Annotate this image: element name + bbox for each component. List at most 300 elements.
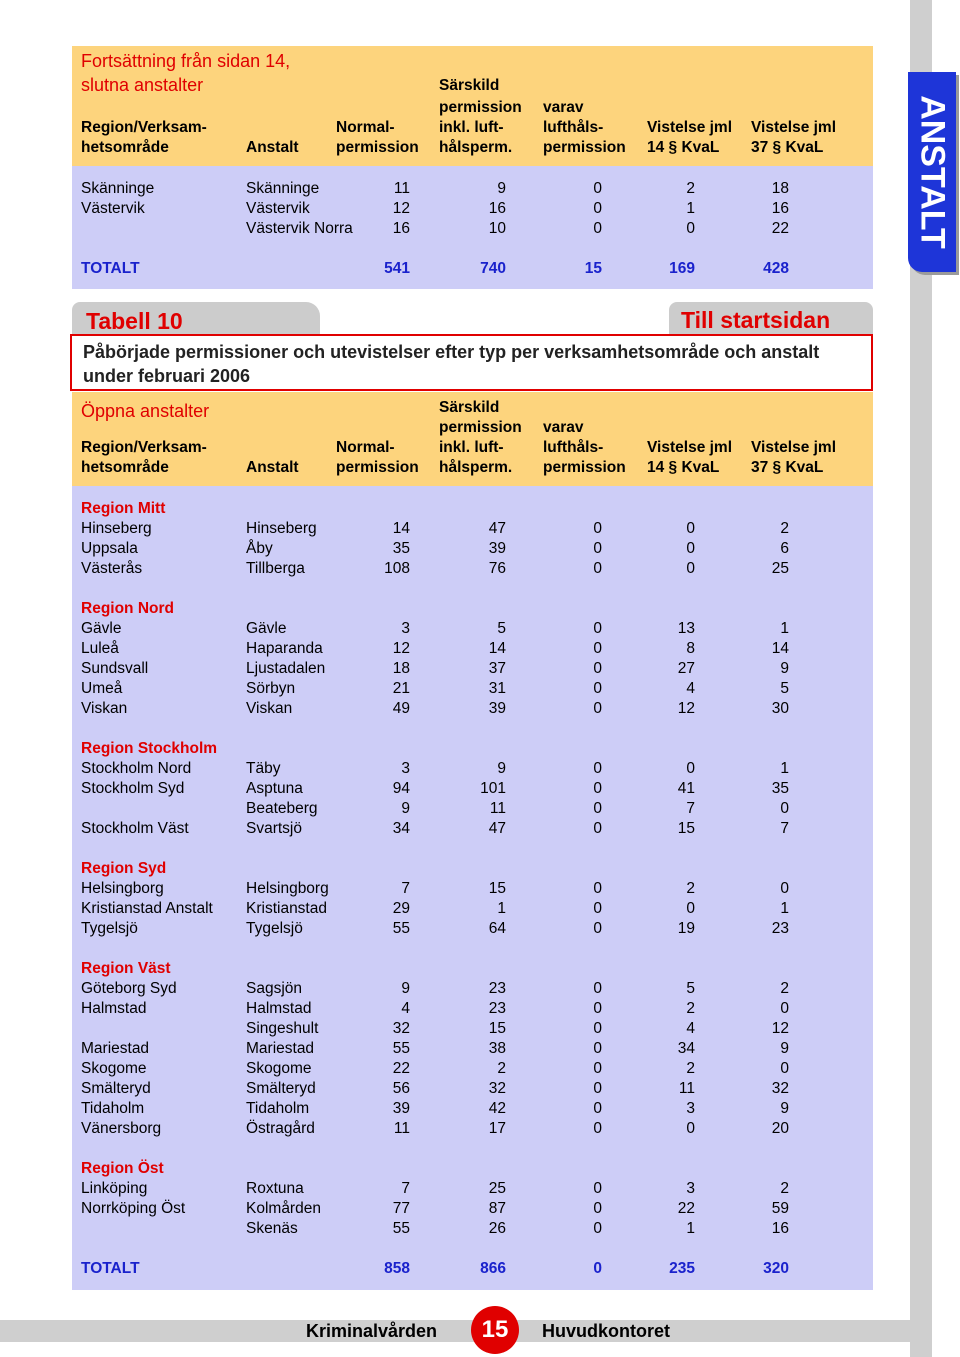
cell-varav: 0 xyxy=(593,980,602,997)
cell-sarskild: 39 xyxy=(488,700,506,717)
table-caption-box xyxy=(70,334,873,391)
header-v37: Vistelse jml xyxy=(751,119,837,136)
footer-left: Kriminalvården xyxy=(306,1321,438,1341)
cell-anstalt: Täby xyxy=(246,760,281,777)
cell-region: Sundsvall xyxy=(81,660,149,677)
region-heading xyxy=(72,1159,873,1179)
cell-region: Stockholm Syd xyxy=(81,780,185,797)
table-row xyxy=(72,1179,873,1199)
cell-anstalt: Roxtuna xyxy=(246,1180,304,1197)
table-row xyxy=(72,659,873,679)
cell-v37: 1 xyxy=(780,760,789,777)
total-sarskild: 740 xyxy=(480,260,506,277)
cell-varav: 0 xyxy=(593,560,602,577)
cell-varav: 0 xyxy=(593,800,602,817)
cell-varav: 0 xyxy=(593,1020,602,1037)
tabell-label: Tabell 10 xyxy=(86,308,183,334)
region-heading xyxy=(72,599,873,619)
cell-normal: 12 xyxy=(392,640,410,657)
header-varav: lufthåls- xyxy=(543,439,604,456)
header-normal: permission xyxy=(336,139,419,156)
cell-anstalt: Tygelsjö xyxy=(246,920,303,937)
cell-v37: 30 xyxy=(771,700,789,717)
total-row xyxy=(72,259,873,279)
open-table-header xyxy=(72,392,873,486)
cell-anstalt: Västervik Norra xyxy=(246,220,353,237)
cell-v14: 22 xyxy=(677,1200,695,1217)
cell-region: Umeå xyxy=(81,680,123,697)
cell-region: Mariestad xyxy=(81,1040,150,1057)
cell-varav: 0 xyxy=(593,660,602,677)
header-varav: permission xyxy=(543,459,626,476)
cell-v37: 9 xyxy=(780,660,789,677)
table-row xyxy=(72,559,873,579)
header-sarskild: hålsperm. xyxy=(439,459,513,476)
cell-varav: 0 xyxy=(593,900,602,917)
cell-normal: 14 xyxy=(392,520,410,537)
table-row xyxy=(72,1039,873,1059)
cell-sarskild: 5 xyxy=(497,620,506,637)
cell-sarskild: 9 xyxy=(497,180,506,197)
header-v37: 37 § KvaL xyxy=(751,459,824,476)
cell-normal: 94 xyxy=(392,780,410,797)
cell-v14: 34 xyxy=(677,1040,695,1057)
cell-v37: 1 xyxy=(780,620,789,637)
cell-v37: 16 xyxy=(771,1220,789,1237)
cell-sarskild: 23 xyxy=(488,980,506,997)
cell-varav: 0 xyxy=(593,1060,602,1077)
till-startsidan-link[interactable] xyxy=(669,302,873,334)
cell-varav: 0 xyxy=(593,540,602,557)
cell-normal: 55 xyxy=(392,920,410,937)
cell-sarskild: 87 xyxy=(488,1200,506,1217)
cell-sarskild: 15 xyxy=(488,880,506,897)
cell-normal: 12 xyxy=(392,200,410,217)
cell-sarskild: 14 xyxy=(488,640,506,657)
region-heading-label: Region Öst xyxy=(81,1160,164,1177)
till-startsidan-label[interactable]: Till startsidan xyxy=(681,307,831,333)
cell-v14: 11 xyxy=(678,1080,695,1097)
total-varav: 0 xyxy=(593,1260,602,1277)
cell-anstalt: Skänninge xyxy=(246,180,320,197)
cell-anstalt: Ljustadalen xyxy=(246,660,326,677)
footer-right: Huvudkontoret xyxy=(542,1321,670,1341)
cell-varav: 0 xyxy=(593,520,602,537)
cell-region: Kristianstad Anstalt xyxy=(81,900,213,917)
cell-region: Göteborg Syd xyxy=(81,980,177,997)
cell-anstalt: Skogome xyxy=(246,1060,312,1077)
cell-sarskild: 47 xyxy=(488,820,506,837)
cell-anstalt: Sagsjön xyxy=(246,980,303,997)
cell-anstalt: Västervik xyxy=(246,200,310,217)
cell-v37: 7 xyxy=(780,820,789,837)
cell-normal: 55 xyxy=(392,1220,410,1237)
cell-v37: 2 xyxy=(780,980,789,997)
cell-varav: 0 xyxy=(593,920,602,937)
header-v14: Vistelse jml xyxy=(647,119,733,136)
cell-normal: 16 xyxy=(392,220,410,237)
cell-v14: 2 xyxy=(686,180,695,197)
cell-v14: 13 xyxy=(677,620,695,637)
cell-sarskild: 26 xyxy=(488,1220,506,1237)
cell-v14: 1 xyxy=(686,1220,695,1237)
total-v14: 235 xyxy=(669,1260,695,1277)
cell-normal: 7 xyxy=(401,880,410,897)
table-row xyxy=(72,879,873,899)
cell-anstalt: Gävle xyxy=(246,620,287,637)
cell-v37: 32 xyxy=(771,1080,789,1097)
cell-region: Norrköping Öst xyxy=(81,1200,186,1217)
cell-varav: 0 xyxy=(593,820,602,837)
table-row xyxy=(72,639,873,659)
cell-sarskild: 64 xyxy=(488,920,506,937)
cell-region: Stockholm Väst xyxy=(81,820,189,837)
cell-region: Vänersborg xyxy=(81,1120,162,1137)
cell-region: Västervik xyxy=(81,200,145,217)
total-varav: 15 xyxy=(584,260,602,277)
cell-v37: 0 xyxy=(780,1000,789,1017)
cell-v14: 4 xyxy=(686,680,695,697)
cell-normal: 7 xyxy=(401,1180,410,1197)
table-row xyxy=(72,519,873,539)
cell-varav: 0 xyxy=(593,220,602,237)
cell-v37: 22 xyxy=(771,220,789,237)
cell-sarskild: 47 xyxy=(488,520,506,537)
cell-anstalt: Östragård xyxy=(246,1120,315,1137)
cell-v14: 3 xyxy=(686,1100,695,1117)
cell-v37: 12 xyxy=(771,1020,789,1037)
header-sarskild: permission xyxy=(439,99,522,116)
header-v14: 14 § KvaL xyxy=(647,139,720,156)
total-normal: 858 xyxy=(384,1260,410,1277)
cell-sarskild: 17 xyxy=(488,1120,506,1137)
cell-normal: 35 xyxy=(392,540,410,557)
cell-region: Uppsala xyxy=(81,540,138,557)
cell-anstalt: Sörbyn xyxy=(246,680,296,697)
cell-sarskild: 11 xyxy=(489,800,506,817)
total-v37: 320 xyxy=(763,1260,789,1277)
cell-sarskild: 37 xyxy=(488,660,506,677)
cell-normal: 39 xyxy=(392,1100,410,1117)
cell-varav: 0 xyxy=(593,780,602,797)
cell-normal: 49 xyxy=(392,700,410,717)
cell-normal: 55 xyxy=(392,1040,410,1057)
page-number: 15 xyxy=(471,1306,519,1354)
table-row xyxy=(72,819,873,839)
cell-v14: 19 xyxy=(677,920,695,937)
cell-anstalt: Mariestad xyxy=(246,1040,315,1057)
cell-varav: 0 xyxy=(593,1040,602,1057)
table-row xyxy=(72,1019,873,1039)
header-sarskild: inkl. luft- xyxy=(439,439,504,456)
cell-anstalt: Tidaholm xyxy=(246,1100,310,1117)
cell-varav: 0 xyxy=(593,1100,602,1117)
cell-region: Halmstad xyxy=(81,1000,147,1017)
header-sarskild: Särskild xyxy=(439,77,500,94)
cell-sarskild: 16 xyxy=(488,200,506,217)
cell-varav: 0 xyxy=(593,620,602,637)
table-row xyxy=(72,979,873,999)
cell-sarskild: 25 xyxy=(488,1180,506,1197)
cell-v37: 6 xyxy=(780,540,789,557)
cell-varav: 0 xyxy=(593,1080,602,1097)
cell-sarskild: 9 xyxy=(497,760,506,777)
cell-v14: 1 xyxy=(686,200,695,217)
cell-sarskild: 10 xyxy=(488,220,506,237)
cell-v37: 0 xyxy=(780,880,789,897)
cell-v37: 59 xyxy=(771,1200,789,1217)
cell-v37: 18 xyxy=(771,180,789,197)
table-row xyxy=(72,759,873,779)
header-v14: 14 § KvaL xyxy=(647,459,720,476)
table-row xyxy=(72,219,873,239)
table-row xyxy=(72,1059,873,1079)
table-row xyxy=(72,179,873,199)
header-normal: Normal- xyxy=(336,439,395,456)
cell-region: Linköping xyxy=(81,1180,148,1197)
header-sarskild: hålsperm. xyxy=(439,139,513,156)
cell-anstalt: Halmstad xyxy=(246,1000,312,1017)
cell-v14: 2 xyxy=(686,1060,695,1077)
cell-v14: 27 xyxy=(677,660,695,677)
cell-normal: 11 xyxy=(393,180,410,197)
region-heading xyxy=(72,739,873,759)
header-region: hetsområde xyxy=(81,139,169,156)
cell-v14: 0 xyxy=(686,540,695,557)
cell-varav: 0 xyxy=(593,880,602,897)
continued-table-header xyxy=(72,46,873,166)
header-varav: lufthåls- xyxy=(543,119,604,136)
cell-sarskild: 38 xyxy=(488,1040,506,1057)
region-heading xyxy=(72,499,873,519)
cell-v14: 4 xyxy=(686,1020,695,1037)
cell-varav: 0 xyxy=(593,760,602,777)
cell-v37: 35 xyxy=(771,780,789,797)
cell-normal: 77 xyxy=(392,1200,410,1217)
cell-normal: 3 xyxy=(401,620,410,637)
cell-varav: 0 xyxy=(593,640,602,657)
cell-region: Luleå xyxy=(81,640,119,657)
header-normal: permission xyxy=(336,459,419,476)
cell-varav: 0 xyxy=(593,1000,602,1017)
cell-anstalt: Viskan xyxy=(246,700,293,717)
cell-region: Viskan xyxy=(81,700,128,717)
table-row xyxy=(72,1079,873,1099)
continued-title-line1: Fortsättning från sidan 14, xyxy=(81,51,291,71)
cell-v14: 0 xyxy=(686,760,695,777)
table-row xyxy=(72,999,873,1019)
continued-table-body xyxy=(72,166,873,289)
cell-v14: 2 xyxy=(686,1000,695,1017)
cell-v37: 16 xyxy=(771,200,789,217)
header-varav: permission xyxy=(543,139,626,156)
cell-sarskild: 39 xyxy=(488,540,506,557)
cell-v14: 5 xyxy=(686,980,695,997)
cell-v14: 0 xyxy=(686,560,695,577)
cell-v37: 1 xyxy=(780,900,789,917)
table-row xyxy=(72,699,873,719)
header-sarskild: inkl. luft- xyxy=(439,119,504,136)
cell-normal: 21 xyxy=(392,680,410,697)
cell-v14: 41 xyxy=(677,780,695,797)
table-row xyxy=(72,1099,873,1119)
cell-anstalt: Helsingborg xyxy=(246,880,329,897)
cell-v37: 0 xyxy=(780,1060,789,1077)
cell-region: Skänninge xyxy=(81,180,155,197)
header-region: Region/Verksam- xyxy=(81,119,207,136)
cell-varav: 0 xyxy=(593,1180,602,1197)
cell-region: Smälteryd xyxy=(81,1080,151,1097)
cell-sarskild: 23 xyxy=(488,1000,506,1017)
cell-anstalt: Kolmården xyxy=(246,1200,321,1217)
cell-anstalt: Singeshult xyxy=(246,1020,319,1037)
header-anstalt: Anstalt xyxy=(246,139,299,156)
header-normal: Normal- xyxy=(336,119,395,136)
cell-region: Tidaholm xyxy=(81,1100,145,1117)
cell-varav: 0 xyxy=(593,1200,602,1217)
cell-region: Hinseberg xyxy=(81,520,152,537)
table-row xyxy=(72,539,873,559)
cell-v37: 9 xyxy=(780,1100,789,1117)
cell-v37: 2 xyxy=(780,1180,789,1197)
tabell-tab xyxy=(72,302,320,336)
page-bottom-border xyxy=(0,1320,932,1342)
region-heading-label: Region Nord xyxy=(81,600,174,617)
cell-sarskild: 32 xyxy=(488,1080,506,1097)
cell-anstalt: Hinseberg xyxy=(246,520,317,537)
cell-sarskild: 1 xyxy=(497,900,506,917)
header-sarskild: permission xyxy=(439,419,522,436)
cell-normal: 3 xyxy=(401,760,410,777)
cell-normal: 9 xyxy=(401,980,410,997)
cell-normal: 108 xyxy=(384,560,410,577)
cell-v37: 25 xyxy=(771,560,789,577)
total-label: TOTALT xyxy=(81,260,140,277)
header-varav: varav xyxy=(543,99,584,116)
cell-region: Skogome xyxy=(81,1060,147,1077)
cell-region: Tygelsjö xyxy=(81,920,138,937)
cell-sarskild: 15 xyxy=(488,1020,506,1037)
cell-v37: 23 xyxy=(771,920,789,937)
cell-v37: 9 xyxy=(780,1040,789,1057)
cell-anstalt: Kristianstad xyxy=(246,900,327,917)
cell-v14: 0 xyxy=(686,520,695,537)
region-heading xyxy=(72,859,873,879)
cell-v14: 2 xyxy=(686,880,695,897)
total-v37: 428 xyxy=(763,260,789,277)
cell-anstalt: Åby xyxy=(246,540,273,557)
region-heading-label: Region Syd xyxy=(81,860,167,877)
continued-title-line2: slutna anstalter xyxy=(81,75,204,95)
cell-region: Helsingborg xyxy=(81,880,164,897)
cell-v37: 0 xyxy=(780,800,789,817)
header-region: Region/Verksam- xyxy=(81,439,207,456)
cell-anstalt: Skenäs xyxy=(246,1220,298,1237)
cell-varav: 0 xyxy=(593,1220,602,1237)
open-table-body xyxy=(72,486,873,1290)
cell-varav: 0 xyxy=(593,680,602,697)
cell-sarskild: 42 xyxy=(488,1100,506,1117)
cell-varav: 0 xyxy=(593,180,602,197)
table-row xyxy=(72,619,873,639)
cell-sarskild: 76 xyxy=(488,560,506,577)
header-anstalt: Anstalt xyxy=(246,459,299,476)
region-heading-label: Region Stockholm xyxy=(81,740,218,757)
header-v37: 37 § KvaL xyxy=(751,139,824,156)
total-v14: 169 xyxy=(669,260,695,277)
table-caption: Påbörjade permissioner och utevistelser efter typ per verksamhetsområde och anstalt under februari 2006 xyxy=(83,342,820,386)
cell-v37: 2 xyxy=(780,520,789,537)
cell-anstalt: Haparanda xyxy=(246,640,323,657)
total-normal: 541 xyxy=(384,260,410,277)
open-title: Öppna anstalter xyxy=(81,401,210,421)
cell-normal: 4 xyxy=(401,1000,410,1017)
cell-anstalt: Beateberg xyxy=(246,800,318,817)
cell-anstalt: Smälteryd xyxy=(246,1080,316,1097)
cell-region: Västerås xyxy=(81,560,143,577)
cell-sarskild: 31 xyxy=(488,680,506,697)
cell-normal: 29 xyxy=(392,900,410,917)
cell-normal: 56 xyxy=(392,1080,410,1097)
cell-v14: 7 xyxy=(686,800,695,817)
cell-v14: 0 xyxy=(686,1120,695,1137)
cell-anstalt: Asptuna xyxy=(246,780,303,797)
cell-v14: 0 xyxy=(686,220,695,237)
total-sarskild: 866 xyxy=(480,1260,506,1277)
cell-normal: 11 xyxy=(393,1120,410,1137)
cell-normal: 22 xyxy=(392,1060,410,1077)
cell-v37: 5 xyxy=(780,680,789,697)
cell-region: Stockholm Nord xyxy=(81,760,192,777)
cell-anstalt: Tillberga xyxy=(246,560,305,577)
header-region: hetsområde xyxy=(81,459,169,476)
cell-varav: 0 xyxy=(593,1120,602,1137)
cell-v14: 0 xyxy=(686,900,695,917)
cell-normal: 32 xyxy=(392,1020,410,1037)
table-row xyxy=(72,899,873,919)
cell-sarskild: 101 xyxy=(480,780,506,797)
total-row xyxy=(72,1259,873,1279)
table-row xyxy=(72,1119,873,1139)
table-row xyxy=(72,1199,873,1219)
cell-region: Gävle xyxy=(81,620,122,637)
header-v14: Vistelse jml xyxy=(647,439,733,456)
cell-varav: 0 xyxy=(593,200,602,217)
cell-v37: 20 xyxy=(771,1120,789,1137)
header-sarskild: Särskild xyxy=(439,399,500,416)
table-row xyxy=(72,919,873,939)
cell-v14: 15 xyxy=(677,820,695,837)
table-row xyxy=(72,679,873,699)
cell-v14: 8 xyxy=(686,640,695,657)
header-varav: varav xyxy=(543,419,584,436)
cell-anstalt: Svartsjö xyxy=(246,820,302,837)
region-heading-label: Region Mitt xyxy=(81,500,166,517)
table-row xyxy=(72,1219,873,1239)
cell-normal: 9 xyxy=(401,800,410,817)
cell-normal: 34 xyxy=(392,820,410,837)
table-row xyxy=(72,799,873,819)
cell-sarskild: 2 xyxy=(497,1060,506,1077)
section-tab-label: ANSTALT xyxy=(913,95,952,249)
cell-v14: 12 xyxy=(677,700,695,717)
region-heading-label: Region Väst xyxy=(81,960,171,977)
section-tab-anstalt[interactable] xyxy=(908,72,956,272)
cell-v37: 14 xyxy=(771,640,789,657)
cell-varav: 0 xyxy=(593,700,602,717)
cell-v14: 3 xyxy=(686,1180,695,1197)
region-heading xyxy=(72,959,873,979)
